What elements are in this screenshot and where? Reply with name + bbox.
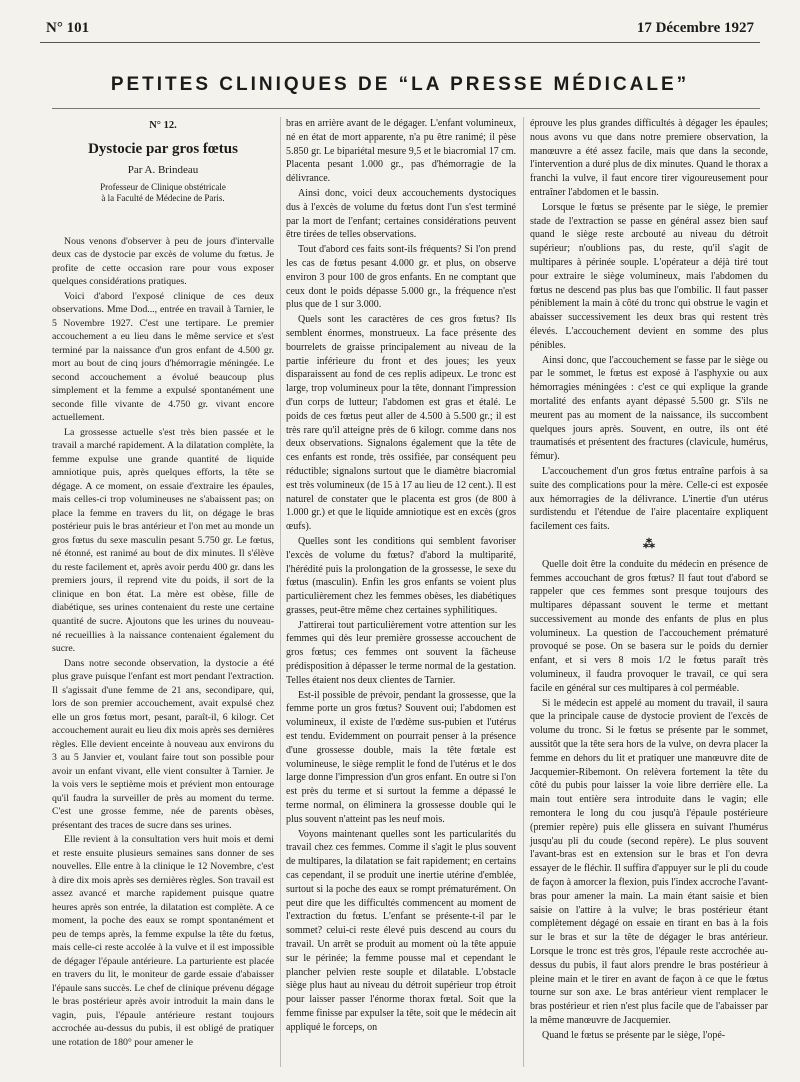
article-number: N° 12.	[149, 120, 177, 131]
article-author: Par A. Brindeau	[127, 164, 199, 177]
column-2	[286, 117, 516, 1036]
paragraph: Lorsque le fœtus se présente par le siège, le premier stade de l'extraction se passe en général assez bien sauf quand le siège reste arcbouté au niveau du détroit supérieur; n'oublions pas, du reste, qu'il s'agit de multipares à périnée souple. L'opérateur a déjà tiré tout pour extraire le siège volumineux, mais l'abdomen du fœtus ne descend pas plus bas que l'ombilic. Il faut passer péniblement la main à côté du tronc qui obstrue le vagin et abaisser successivement les deux bras qui restent très élevés. L'accouchement devient en somme des plus pénibles.	[530, 201, 768, 351]
column-divider	[523, 117, 524, 1067]
affiliation-line-2: à la Faculté de Médecine de Paris.	[101, 193, 225, 204]
affiliation-line-1: Professeur de Clinique obstétricale	[100, 181, 226, 192]
paragraph: Quelles sont les conditions qui semblent favoriser l'excès de volume du fœtus? d'abord la multiparité, l'hérédité puis la prolongation de la grossesse, le sexe du fœtus (masculin). Enfin les gros enfants se voient plus particulièrement chez les femmes obèses, les diabétiques grasses, peut-être même chez certaines syphilitiques.	[286, 535, 516, 616]
paragraph: Si le médecin est appelé au moment du travail, il saura que la principale cause de dystocie provient de l'excès de volume du tronc. Si le fœtus se présente par le sommet, aussitôt que la tête sera hors de la vulve, on devra placer la femme en dehors du lit et pratiquer une manœuvre dite de Jacquemier-Ribemont. On relèvera fortement la tête du côté du pubis pour laisser la voie libre derrière elle. La main tout entière sera introduite dans le vagin; elle remontera le long du cou jusqu'à l'épaule postérieure (premier repère) puis elle glissera en suivant l'humérus jusqu'au pli du coude (second repère). Le plus souvent l'avant-bras est en extension sur le bras et l'on devra essayer de le fléchir. Il suffira d'appuyer sur le pli du coude de façon à amorcer la flexion, puis l'index accroche l'avant-bras pour amener la main. La main étant saisie et bien saisie on l'attire à la vulve; le bras postérieur étant complètement dégagé on essaie en tirant en bas à la fois sur le bras et sur la tête de dégager le bras antérieur. Lorsque le tronc est très gros, l'épaule reste accrochée au-dessus du pubis, il faut alors prendre le bras postérieur à pleine main et le tirer en avant de façon à ce que le fœtus tourne sur son axe. Le bras antérieur vient remplacer le bras postérieur et rien n'est plus facile que de l'abaisser par la même manœuvre de Jacquemier.	[530, 697, 768, 1026]
paragraph: Voici d'abord l'exposé clinique de ces deux observations. Mme Dod..., entrée en travail à Tarnier, le 5 Novembre 1927. C'est une tertipare. Le premier accouchement a eu lieu dans le même service et s'est terminé par la naissance d'un gros enfant de 4.500 gr. mort au bout de cinq jours d'hémorragie méningée. Le second accouchement a évolué beaucoup plus simplement et la femme a expulsé spontanément une seconde fille vivante de 4.750 gr. vivant encore actuellement.	[52, 290, 274, 424]
column-3	[530, 117, 768, 1044]
paragraph: Tout d'abord ces faits sont-ils fréquents? Si l'on prend les cas de fœtus pesant 4.000 gr. et plus, on observe environ 3 pour 100 de gros enfants. En ne comptant que ceux dont le poids dépasse 5.000 gr., la fréquence n'est plus que de 1 sur 3.000.	[286, 244, 516, 311]
header-rule	[40, 42, 760, 43]
column-1	[52, 117, 274, 1050]
paragraph: Quelle doit être la conduite du médecin en présence de femmes accouchant de gros fœtus? Il faut tout d'abord se rappeler que ces femmes sont presque toujours des multipares dépassant souvent le terme et mettant successivement au monde des enfants de plus en plus volumineux. La question de l'accouchement prématuré provoqué se pose. On se basera sur le poids du dernier enfant, et si vers 8 mois 1/2 le fœtus paraît très volumineux, il faudra provoquer le travail, ce qui sera facile en général sur ces multipares à col perméable.	[530, 558, 768, 694]
paragraph: Voyons maintenant quelles sont les particularités du travail chez ces femmes. Comme il s'agit le plus souvent de multipares, la dilatation se fait rapidement; en certains cas cependant, il se produit une inertie utérine d'emblée, surtout si la poche des eaux se rompt prématurément. On peut dire que les difficultés commencent au moment de l'extraction du fœtus. L'enfant se présente-t-il par le sommet? celui-ci reste élevé puis descend au cours du travail. Un arrêt se produit au moment où la tête appuie sur le périnée; la femme pousse mal et cependant le plancher pelvien reste souple et dilatable. L'obstacle siège plus haut au niveau du détroit supérieur trop étroit pour laisser passer l'énorme thorax fœtal. Soit que la femme finisse par expulser la tête, soit que le médecin ait appliqué le forceps, on	[286, 828, 516, 1033]
paragraph: L'accouchement d'un gros fœtus entraîne parfois à sa suite des complications pour la mère. Celle-ci est exposée aux hémorragies de la délivrance. L'inertie d'un utérus surdistendu et l'étendue de l'aire placentaire expliquent facilement ces faits.	[530, 465, 768, 533]
section-title: PETITES CLINIQUES DE “LA PRESSE MÉDICALE”	[110, 74, 690, 95]
column-divider	[280, 117, 281, 1067]
paragraph: Elle revient à la consultation vers huit mois et demi et reste ensuite plusieurs semaines sans donner de ses nouvelles. Elle entre à la clinique le 12 Novembre, c'est à dire dix mois après ses dernières règles. Son travail est assez avancé et marche rapidement puisque quatre heures après son entrée, la dilatation est complète. A ce moment, la poche des eaux se rompt spontanément et peu de temps après, la femme expulse la tête du fœtus, mais celle-ci reste accolée à la vulve et il est impossible de dégager l'épaule antérieure. La parturiente est placée en travers du lit, le moniteur de garde essaie d'abaisser l'épaule sans succès. Le chef de clinique prévenu dégage le bras postérieur après avoir introduit la main dans le vagin, puis, l'épaule antérieure restant toujours accrochée au-dessus du pubis, il est obligé de pratiquer une rotation de 180° pour amener le	[52, 834, 274, 1048]
issue-date: 17 Décembre 1927	[636, 20, 754, 36]
section-separator-asterism: ⁂	[643, 536, 655, 551]
article-heading: Dystocie par gros fœtus	[88, 140, 238, 157]
paragraph: Dans notre seconde observation, la dystocie a été plus grave puisque l'enfant est mort pendant l'extraction. Il s'agissait d'une femme de 21 ans, secondipare, qui, lors de son premier accouchement, avait expulsé chez elle un gros fœtus mort, pesant, paraît-il, 6 kilogr. Cet accouchement aurait eu lieu dix mois après ses dernières règles. Elle devient enceinte à nouveau aux environs du 3 au 5 Janvier et, voulant faire tout son possible pour avoir un enfant vivant, elle vient consulter à Tarnier. Je la vois vers le septième mois et prévient mon entourage qu'il faudra la surveiller de près au moment du terme. C'est une grosse femme, née de parents obèses, présentant des traces de sucre dans ses urines.	[52, 657, 274, 831]
paragraph: J'attirerai tout particulièrement votre attention sur les femmes qui dès leur première grossesse accouchent de gros fœtus; ces femmes ont souvent la fâcheuse prédisposition à dépasser le terme normal de la gestation. Telles étaient nos deux clientes de Tarnier.	[286, 619, 516, 686]
page-header	[40, 20, 760, 46]
paragraph: éprouve les plus grandes difficultés à dégager les épaules; nous avons vu que dans notre premiere observation, la manœuvre a été assez facile, mais que dans la seconde, l'intervention a duré plus de dix minutes. Quand le thorax a franchi la vulve, il faut encore tirer vigoureusement pour entraîner l'abdomen et le bassin.	[530, 118, 768, 198]
author-affiliation	[52, 182, 274, 205]
issue-number: N° 101	[46, 20, 90, 36]
paragraph: Est-il possible de prévoir, pendant la grossesse, que la femme porte un gros fœtus? Souvent oui; l'abdomen est volumineux, il existe de l'œdème sus-pubien et l'utérus est tendu. Evidemment on pourrait penser à la présence d'une grossesse double, mais la tête fœtale est volumineuse, le siège remplit le fond de l'utérus et le dos large donne l'impression d'un gros enfant. En outre si l'on est près du terme et si surtout la femme a dépassé le terme normal, on éliminera la grossesse double qui le plus souvent n'atteint pas les neuf mois.	[286, 689, 516, 825]
paragraph: Quels sont les caractères de ces gros fœtus? Ils semblent énormes, monstrueux. La face présente des bourrelets de graisse principalement au niveau de la partie inférieure du front et des joues; les yeux disparaissent au fond de ces replis adipeux. Le tronc est large, trop volumineux pour la tête, donnant l'impression d'un corps de lutteur; l'abdomen est gras et étalé. Le poids de ces fœtus peut aller de 4.500 à 5.500 gr.; il est très rare qu'il atteigne près de 6 kilogr. comme dans nos deux observations. Signalons également que la tête de ces enfants est ronde, très ossifiée, par conséquent peu réductible; signalons surtout que le diamètre biacromial est très volumineux (de 15 à 17 au lieu de 12 cent.). Il est naturel de constater que le placenta est gros (de 800 à 1.000 gr.) et que le liquide amniotique est en excès (gros œufs).	[286, 314, 516, 533]
paragraph: Ainsi donc, voici deux accouchements dystociques dus à l'excès de volume du fœtus dont l'un s'est terminé par la mort de l'enfant; certaines considérations peuvent être tirées de telles observations.	[286, 187, 516, 241]
title-rule	[52, 108, 760, 109]
paragraph: Ainsi donc, que l'accouchement se fasse par le siège ou par le sommet, le fœtus est exposé à l'asphyxie ou aux hémorragies méningées : c'est ce qui explique la grande mortalité des enfants ayant dépassé 5.500 gr. S'ils ne meurent pas au moment de la naissance, ils succombent quelques jours après. Souvent, en outre, ils ont été traumatisés et présentent des fractures (clavicule, humérus, fémur).	[530, 354, 768, 463]
paragraph: Nous venons d'observer à peu de jours d'intervalle deux cas de dystocie par excès de volume du fœtus. Je profite de cette occasion rare pour vous exposer quelques considérations pratiques.	[52, 235, 274, 288]
paragraph: La grossesse actuelle s'est très bien passée et le travail a marché rapidement. A la dilatation complète, la femme expulse une grande quantité de liquide amniotique puis, après quelques efforts, la tête se dégage. A ce moment, on essaie d'extraire les épaules, mais celles-ci trop volumineuses ne s'abaissent pas; on place la femme en travers du lit, on dégage le bras postérieur puis le bras antérieur et l'on met au monde un gros fœtus du sexe masculin pesant 5.750 gr. Le fœtus, né étonné, est ranimé au bout de dix minutes. Il s'élève du reste facilement et, après avoir perdu 400 gr. dans les premiers jours, il reprend vite du poids, il sort de la clinique en bon état. La mère est obèse, fille de diabétique, ses urines contenaient du reste une certaine quantité de sucre. Ajoutons que les urines du nouveau-né recueillies à la naissance contenaient également du sucre.	[52, 426, 274, 655]
paragraph: bras en arrière avant de le dégager. L'enfant volumineux, né en état de mort apparente, n'a pu être ranimé; il pèse 5.850 gr. Le bipariétal mesure 9,5 et le biacromial 17 cm. Placenta pesant 1.000 gr., pas d'hémorragie de la délivrance.	[286, 118, 516, 185]
paragraph: Quand le fœtus se présente par le siège, l'opé-	[542, 1029, 726, 1041]
